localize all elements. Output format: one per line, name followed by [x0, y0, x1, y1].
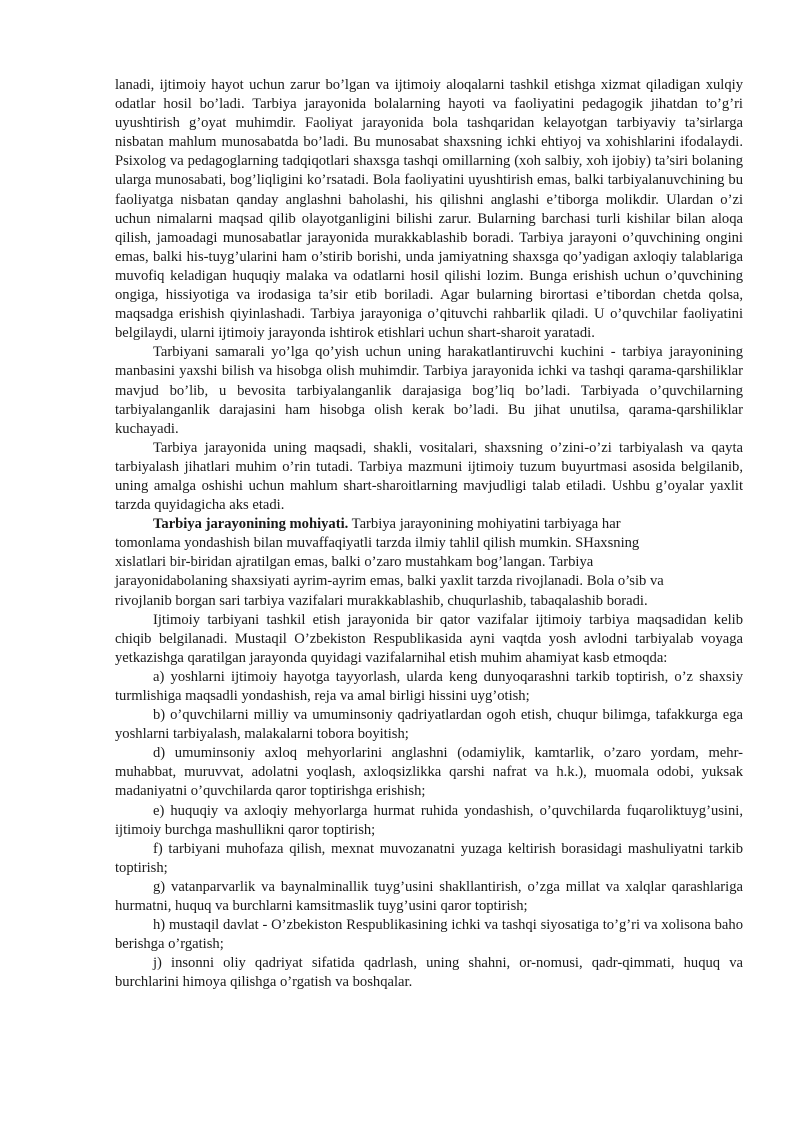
list-item-h: h) mustaqil davlat - O’zbekiston Respublikasining ichki va tashqi siyosatiga to’g’ri va xolisona baho berishga o’rgatish;: [115, 917, 743, 953]
section-heading: Tarbiya jarayonining mohiyati.: [153, 516, 349, 533]
list-item-g: g) vatanparvarlik va baynalminallik tuyg’usini shakllantirish, o’zga millat va xalqlar qarashlariga hurmatni, huquq va burchlarni kamsitmaslik tuyg’usini qaror toptirish;: [115, 878, 743, 915]
list-item-f: f) tarbiyani muhofaza qilish, mexnat muvozanatni yuzaga keltirish borasidagi mashuliyatni tarkib toptirish;: [115, 840, 743, 876]
list-item-e: e) huquqiy va axloqiy mehyorlarga hurmat ruhida yondashish, o’quvchilarda fuqaroliktuyg’usini, ijtimoiy burchga mashullikni qaror toptirish;: [115, 802, 743, 838]
paragraph-intro: lanadi, ijtimoiy hayot uchun zarur bo’lgan va ijtimoiy aloqalarni tashkil etishga xizmat qiladigan xulqiy odatlar hosil bo’ladi. Tarbiya jarayonida bolalarning hayoti va faoliyatini pedagogik jihatdan to’g’ri uyushtirish g’oyat muhimdir. Faoliyat jarayonida bola tashqaridan kelayotgan tarbiyaviy ta’sirlarga nisbatan mahlum munosabatda bo’ladi. Bu munosabat shaxsning ichki ehtiyoj va xohishlarini ifodalaydi. Psixolog va pedagoglarning tadqiqotlari shaxsga tashqi omillarning (xoh salbiy, xoh ijobiy) ta’siri bolaning ularga munosabati, bog’liqligini ko’rsatadi. Bola faoliyatini uyushtirish emas, balki tarbiyalanuvchining bu faoliyatga nisbatan qanday anglashni baholashi, his qilishni anglashi e’tiborga molikdir. Ulardan o’zi uchun nimalarni maqsad qilib olayotganligini bilishi zarur. Bularning barchasi turli kishilar bilan aloqa qilish, jamoadagi munosabatlar jarayonida murakkablashib boradi. Tarbiya jarayoni o’quvchining ongini emas, balki his-tuyg’ularini ham o’stirib borishi, unda jamiyatning shaxsga qo’yadigan axloqiy talablariga muvofiq keladigan huquqiy malaka va odatlarni hosil qilishi lozim. Bunga erishish uchun o’quvchining ongiga, hissiyotiga va irodasiga ta’sir etib boriladi. Agar bularning birortasi e’tibordan chetda qolsa, maqsadga erishish qiyinlashadi. Tarbiya jarayoniga o’qituvchi rahbarlik qiladi. U o’quvchilar faoliyatini belgilaydi, ularni ijtimoiy jarayonda ishtirok etishlari uchun shart-sharoit yaratadi.: [115, 77, 743, 342]
paragraph-driving-force: Tarbiyani samarali yo’lga qo’yish uchun uning harakatlantiruvchi kuchini - tarbiya jarayonining manbasini yaxshi bilish va hisobga olish muhimdir. Tarbiya jarayonida ichki va tashqi qarama-qarshiliklar mavjud bo’lib, u bevosita tarbiyalanganlik darajasiga bog’liq bo’ladi. Tarbiyada o’quvchilarning tarbiyalanganlik darajasini ham hisobga olish kerak bo’ladi. Bu jihat unutilsa, qarama-qarshiliklar kuchayadi.: [115, 344, 743, 437]
list-item-b: b) o’quvchilarni milliy va umuminsoniy qadriyatlardan ogoh etish, chuqur bilimga, tafakkurga ega yoshlarni tarbiyalash, malakalarni tobora boyitish;: [115, 707, 743, 743]
list-item-a: a) yoshlarni ijtimoiy hayotga tayyorlash, ularda keng dunyoqarashni tarkib toptirish, o’z shaxsiy turmlishiga maqsadli yondashish, reja va amal birligi hissini uyg’otish;: [115, 668, 743, 704]
list-item-d: d) umuminsoniy axloq mehyorlarini anglashni (odamiylik, kamtarlik, o’zaro yordam, mehr-muhabbat, muruvvat, adolatni yoqlash, axloqsizlikka qarshi nafrat va h.k.), muomala odobi, yuksak madaniyatni o’quvchilarda qaror toptirishga erishish;: [115, 745, 743, 800]
list-item-j: j) insonni oliy qadriyat sifatida qadrlash, uning shahni, or-nomusi, qadr-qimmati, huquq va burchlarini himoya qilishga o’rgatish va boshqalar.: [115, 955, 743, 991]
paragraph-essence-text: Tarbiya jarayonining mohiyatini tarbiyaga har tomonlama yondashish bilan muvaffaqiyatli tarzda ilmiy tahlil qilish mumkin. SHaxsning xislatlari bir-biridan ajratilgan emas, balki o’zaro mustahkam bog’langan. Tarbiya jarayonidabolaning shaxsiyati ayrim-ayrim emas, balki yaxlit tarzda rivojlanadi. Bola o’sib va rivojlanib borgan sari tarbiya vazifalari murakkablashib, chuqurlashib, tabaqalashib boradi.: [115, 516, 664, 609]
document-page: [115, 76, 743, 993]
paragraph-essence: [115, 515, 675, 610]
paragraph-goals: Tarbiya jarayonida uning maqsadi, shakli, vositalari, shaxsning o’zini-o’zi tarbiyalash va qayta tarbiyalash jihatlari muhim o’rin tutadi. Tarbiya mazmuni ijtimoiy tuzum buyurtmasi asosida belgilanib, uning amalga oshishi uchun mahlum shart-sharoitlarning mavjudligi talab etiladi. Ushbu g’oyalar yaxlit tarzda quyidagicha aks etadi.: [115, 439, 743, 514]
paragraph-tasks-intro: Ijtimoiy tarbiyani tashkil etish jarayonida bir qator vazifalar ijtimoiy tarbiya maqsadidan kelib chiqib belgilanadi. Mustaqil O’zbekiston Respublikasida ayni vaqtda yosh avlodni tarbiyalab voyaga yetkazishga qaratilgan jarayonda quyidagi vazifalarnihal etish muhim ahamiyat kasb etmoqda:: [115, 611, 743, 666]
